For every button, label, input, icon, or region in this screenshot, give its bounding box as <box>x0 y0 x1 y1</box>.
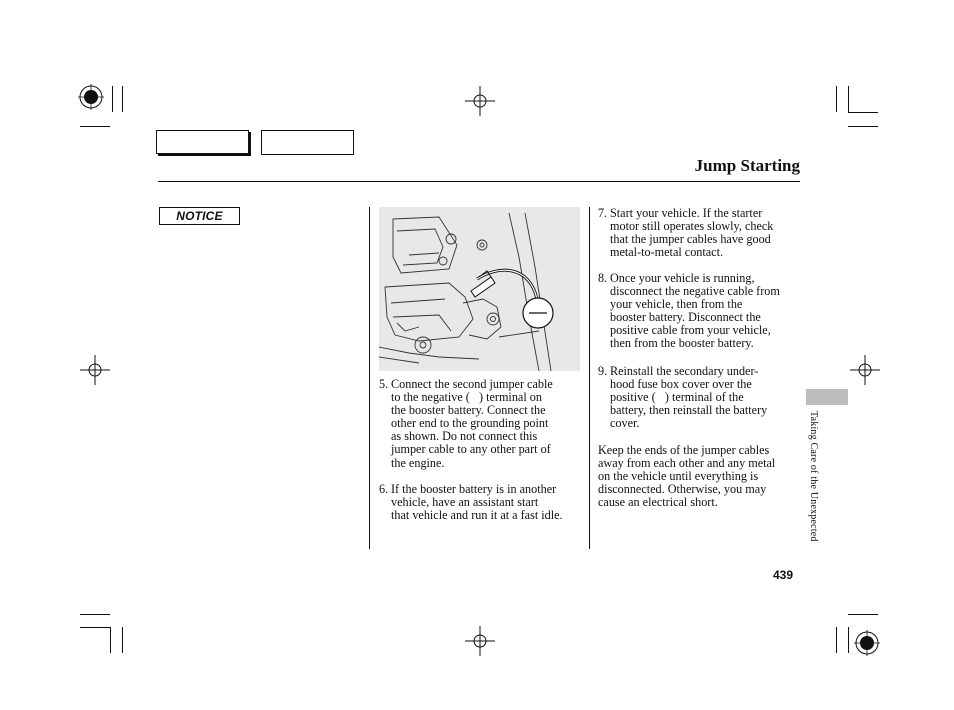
page-number: 439 <box>773 568 794 582</box>
registration-target-icon <box>854 630 880 656</box>
registration-target-icon <box>78 84 104 110</box>
crosshair-icon <box>465 86 495 116</box>
step-number: 6. <box>379 482 389 496</box>
notice-label: NOTICE <box>176 209 223 223</box>
text-line: cause an electrical short. <box>598 495 718 510</box>
step-number: 7. <box>598 206 608 220</box>
page-title: Jump Starting <box>694 156 800 175</box>
text-line: then from the booster battery. <box>610 336 754 351</box>
section-tab-label: Taking Care of the Unexpected <box>808 411 819 542</box>
text-line: disconnected. Otherwise, you may <box>598 482 767 497</box>
text-line: booster battery. Disconnect the <box>610 310 761 325</box>
step-6 <box>379 483 589 525</box>
step-text <box>391 378 553 470</box>
nav-box-main-menu[interactable] <box>156 130 249 154</box>
text-line: other end to the grounding point <box>391 416 549 431</box>
text-line: that the jumper cables have good <box>610 232 771 247</box>
section-thumb-tab <box>806 389 848 405</box>
column-divider-left <box>369 207 370 549</box>
step-number: 5. <box>379 377 389 391</box>
text-line: Reinstall the secondary under- <box>610 364 759 378</box>
step-text <box>610 207 773 259</box>
text-line: hood fuse box cover over the <box>610 377 752 392</box>
text-line: the booster battery. Connect the <box>391 403 546 418</box>
step-8 <box>598 272 808 352</box>
step-5 <box>379 378 589 473</box>
text-line: positive cable from your vehicle, <box>610 323 771 338</box>
column-divider-right <box>589 207 590 549</box>
text-line: motor still operates slowly, check <box>610 219 774 234</box>
text-line: as shown. Do not connect this <box>391 429 538 444</box>
step-text <box>391 483 563 522</box>
notice-label-box <box>159 207 240 225</box>
crosshair-icon <box>850 355 880 385</box>
crosshair-icon <box>80 355 110 385</box>
text-line: battery, then reinstall the battery <box>610 403 768 418</box>
text-line: Connect the second jumper cable <box>391 377 553 391</box>
text-line: If the booster battery is in another <box>391 482 557 496</box>
nav-box-table-of-contents[interactable] <box>261 130 354 155</box>
text-line: your vehicle, then from the <box>610 297 743 312</box>
jump-cable-illustration <box>379 207 580 371</box>
text-line: on the vehicle until everything is <box>598 469 759 484</box>
text-line: to the negative ( ) terminal on <box>391 390 542 405</box>
text-line: that vehicle and run it at a fast idle. <box>391 508 563 523</box>
text-line: positive ( ) terminal of the <box>610 390 744 405</box>
crosshair-icon <box>465 626 495 656</box>
step-text <box>610 272 780 351</box>
text-line: metal-to-metal contact. <box>610 245 724 260</box>
step-7 <box>598 207 808 262</box>
text-line: Keep the ends of the jumper cables <box>598 443 770 457</box>
text-line: away from each other and any metal <box>598 456 776 471</box>
step-number: 9. <box>598 364 608 378</box>
text-line: the engine. <box>391 455 445 470</box>
step-number: 8. <box>598 271 608 285</box>
text-line: Once your vehicle is running, <box>610 271 755 285</box>
text-line: Start your vehicle. If the starter <box>610 206 763 220</box>
text-line: cover. <box>610 416 640 431</box>
step-9 <box>598 365 808 433</box>
text-line: jumper cable to any other part of <box>391 442 551 457</box>
closing-paragraph <box>598 444 808 512</box>
header-rule <box>158 181 800 182</box>
step-text <box>610 365 767 430</box>
text-line: disconnect the negative cable from <box>610 284 780 299</box>
engine-bay-drawing <box>379 207 580 371</box>
text-line: vehicle, have an assistant start <box>391 495 539 510</box>
